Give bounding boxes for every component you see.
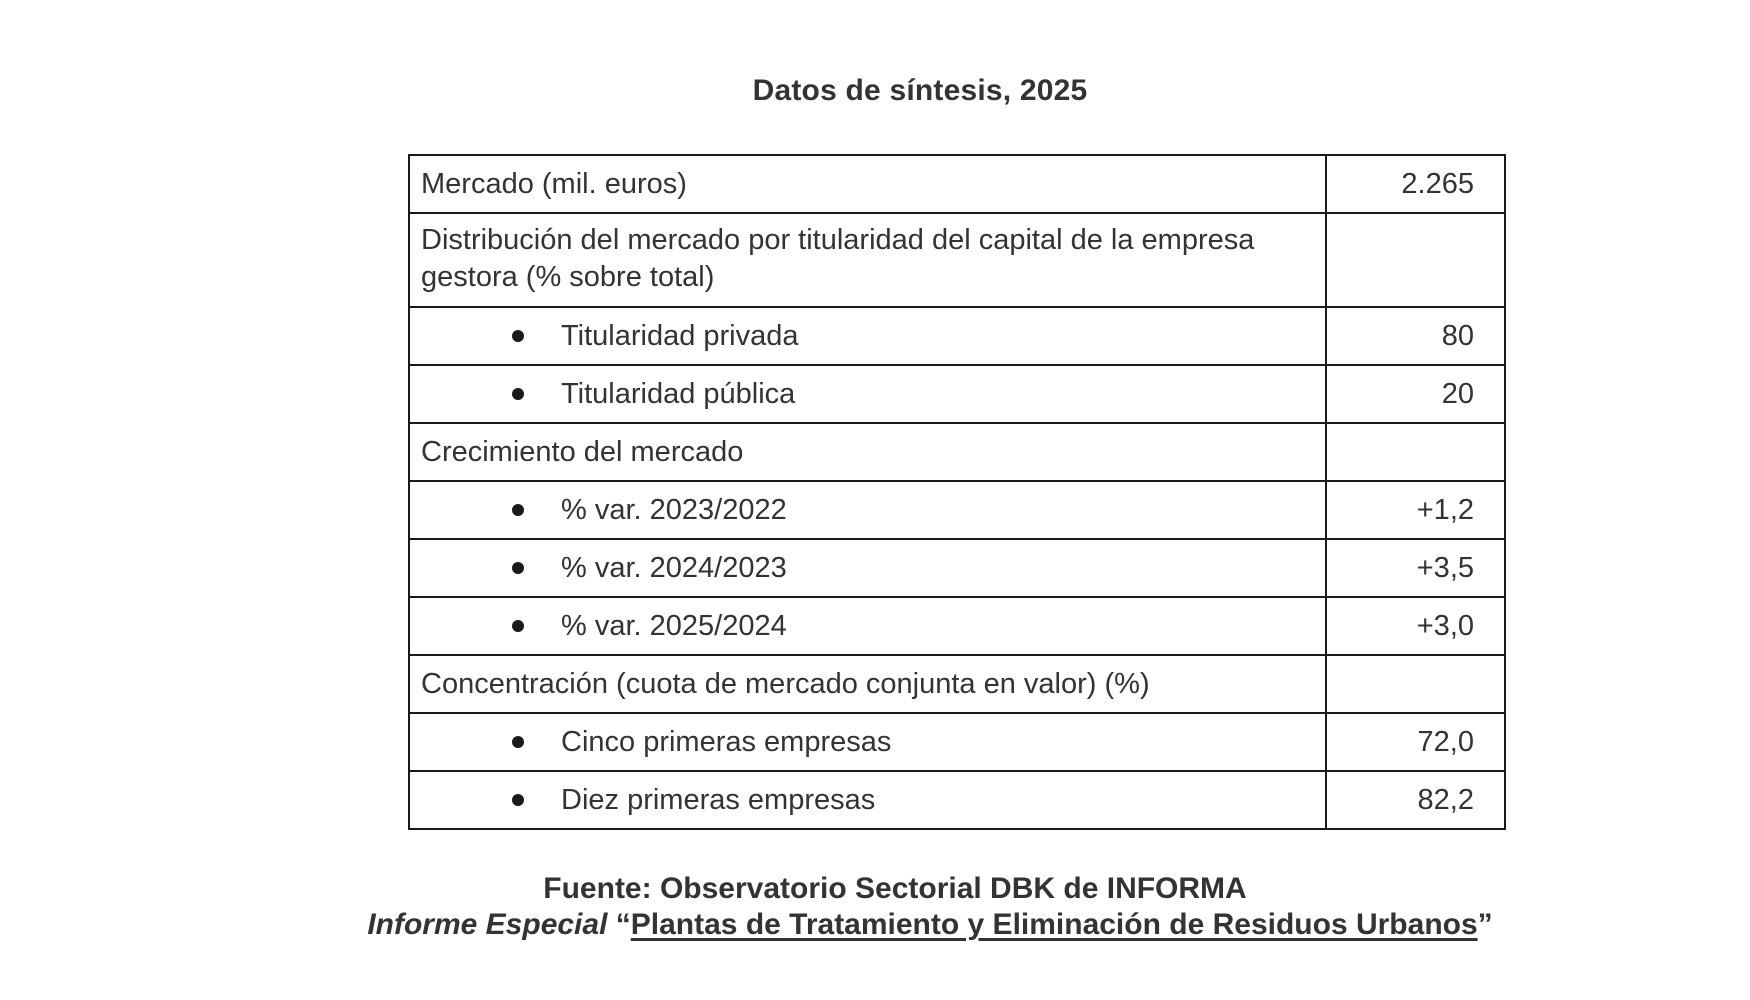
bullet-icon [512,736,524,748]
row-label: Crecimiento del mercado [409,423,1326,481]
close-quote: ” [1477,908,1493,941]
row-value [1326,213,1505,307]
table-row [409,423,1505,481]
table-row [409,713,1505,771]
page-title: Datos de síntesis, 2025 [752,74,1088,107]
table-row [409,655,1505,713]
table-row [409,213,1505,307]
bullet-icon [512,562,524,574]
row-label: Mercado (mil. euros) [409,155,1326,213]
row-value: 72,0 [1326,713,1505,771]
report-title-link[interactable]: Plantas de Tratamiento y Eliminación de Residuos Urbanos [630,908,1478,941]
table-row [409,365,1505,423]
row-value: +3,5 [1326,539,1505,597]
report-line [0,908,1750,942]
row-value: 2.265 [1326,155,1505,213]
synthesis-table [408,154,1506,830]
row-label: Distribución del mercado por titularidad del capital de la empresa gestora (% sobre total) [409,213,1326,307]
open-quote: “ [607,908,631,941]
report-prefix: Informe Especial [367,908,608,941]
row-value: +1,2 [1326,481,1505,539]
row-label: Titularidad privada [561,319,799,352]
bullet-icon [512,504,524,516]
table-row [409,481,1505,539]
row-label: % var. 2024/2023 [561,551,787,584]
row-label: Diez primeras empresas [561,783,876,816]
table-row [409,307,1505,365]
row-label: Cinco primeras empresas [561,725,892,758]
row-value [1326,655,1505,713]
table-row [409,155,1505,213]
bullet-icon [512,620,524,632]
bullet-icon [512,388,524,400]
row-label: Concentración (cuota de mercado conjunta en valor) (%) [409,655,1326,713]
row-value: 20 [1326,365,1505,423]
row-label: % var. 2023/2022 [561,493,787,526]
row-label: % var. 2025/2024 [561,609,787,642]
row-value [1326,423,1505,481]
row-value: +3,0 [1326,597,1505,655]
table-row [409,771,1505,829]
row-value: 80 [1326,307,1505,365]
table-row [409,539,1505,597]
bullet-icon [512,794,524,806]
bullet-icon [512,330,524,342]
table-row [409,597,1505,655]
row-label: Titularidad pública [561,377,796,410]
row-value: 82,2 [1326,771,1505,829]
source-line: Fuente: Observatorio Sectorial DBK de INFORMA [543,872,1247,905]
